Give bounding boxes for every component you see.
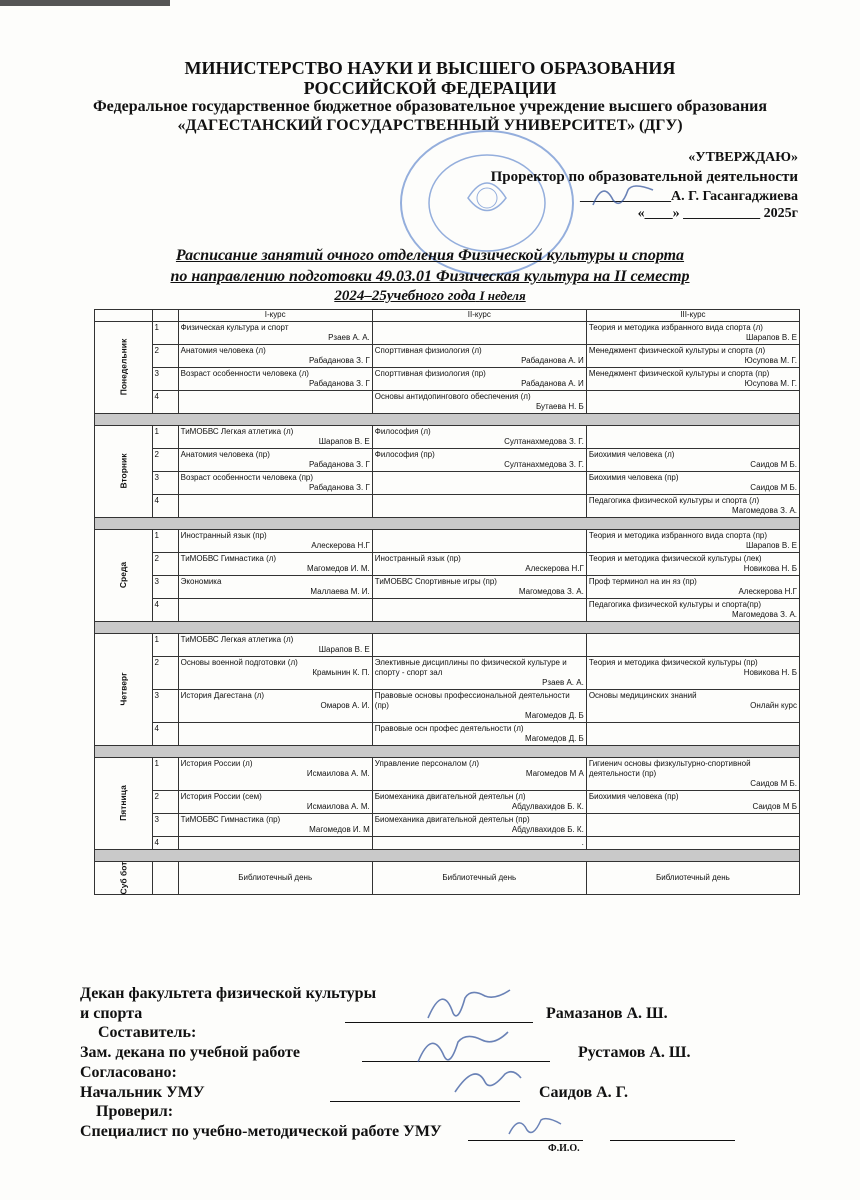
teacher: . — [581, 838, 584, 847]
schedule-cell — [178, 368, 372, 391]
table-row — [95, 758, 800, 791]
schedule-cell — [372, 449, 586, 472]
teacher: Юсупова М. Г. — [744, 356, 797, 365]
schedule-cell — [372, 723, 586, 746]
week-label: I неделя — [479, 288, 526, 303]
deputy-dean-name: Рустамов А. Ш. — [578, 1044, 691, 1061]
subject: ТиМОБВС Гимнастика (л) — [180, 554, 277, 563]
schedule-cell — [586, 814, 799, 837]
subject: Философия (пр) — [374, 450, 435, 459]
specialist-signature — [505, 1112, 565, 1142]
schedule-cell — [586, 791, 799, 814]
table-row — [95, 791, 800, 814]
schedule-cell — [178, 449, 372, 472]
table-row — [95, 814, 800, 837]
schedule-cell — [372, 634, 586, 657]
table-row — [95, 599, 800, 622]
day-label: Среда — [95, 530, 153, 622]
column-header: III-курс — [586, 310, 799, 322]
ministry-line-1: МИНИСТЕРСТВО НАУКИ И ВЫСШЕГО ОБРАЗОВАНИЯ — [184, 58, 676, 78]
subject: Возраст особенности человека (пр) — [180, 473, 314, 482]
day-label: Вторник — [95, 426, 153, 518]
subject: Основы антидопингового обеспечения (л) — [374, 392, 531, 401]
teacher: Онлайн курс — [750, 701, 797, 710]
dean-signature — [420, 988, 515, 1028]
teacher: Саидов М Б. — [750, 483, 797, 492]
subject: Менеджмент физической культуры и спорта (пр) — [588, 369, 770, 378]
teacher: Рабаданова З. Г — [308, 483, 370, 492]
teacher: Шарапов В. Е — [745, 333, 797, 342]
table-row — [95, 723, 800, 746]
teacher: Новикова Н. Б — [743, 564, 797, 573]
schedule-cell — [372, 599, 586, 622]
table-row — [95, 426, 800, 449]
specialist-name-line — [610, 1123, 735, 1141]
schedule-cell — [178, 322, 372, 345]
approver-signature — [588, 180, 658, 210]
teacher: Рзаев А. А. — [542, 678, 584, 687]
university-name: «ДАГЕСТАНСКИЙ ГОСУДАРСТВЕННЫЙ УНИВЕРСИТЕТ» (ДГУ) — [177, 117, 683, 134]
column-header: II-курс — [372, 310, 586, 322]
schedule-cell — [178, 576, 372, 599]
table-row — [95, 553, 800, 576]
academic-year: 2024–25учебного года — [334, 288, 476, 304]
subject: Правовые основы профессиональной деятельности (пр) — [374, 691, 570, 710]
day-separator — [95, 518, 800, 530]
subject: Биомеханика двигательной деятельн (л) — [374, 792, 526, 801]
schedule-cell — [586, 449, 799, 472]
table-row — [95, 657, 800, 690]
teacher: Крамынин К. П. — [312, 668, 370, 677]
schedule-cell — [586, 368, 799, 391]
ministry-line-2: РОССИЙСКОЙ ФЕДЕРАЦИИ — [303, 78, 557, 98]
pair-number: 4 — [152, 837, 178, 850]
teacher: Шарапов В. Е — [318, 645, 370, 654]
teacher: Рабаданова А. И — [521, 356, 584, 365]
subject: Менеджмент физической культуры и спорта (л) — [588, 346, 766, 355]
scan-edge-mark — [0, 0, 170, 6]
teacher: Исмаилова А. М. — [306, 802, 370, 811]
subject: Основы военной подготовки (л) — [180, 658, 298, 667]
day-label: Понедельник — [95, 322, 153, 414]
subject: История России (л) — [180, 759, 253, 768]
teacher: Магомедова З. А. — [518, 587, 584, 596]
pair-number: 3 — [152, 472, 178, 495]
agreed-label: Согласовано: — [80, 1064, 177, 1081]
schedule-cell — [178, 553, 372, 576]
schedule-cell — [586, 322, 799, 345]
table-row — [95, 690, 800, 723]
pair-number: 4 — [152, 723, 178, 746]
schedule-title: Расписание занятий очного отделения Физической культуры и спорта — [175, 247, 685, 264]
teacher: Рабаданова З. Г — [308, 379, 370, 388]
table-row — [95, 345, 800, 368]
pair-number: 1 — [152, 758, 178, 791]
schedule-cell — [586, 530, 799, 553]
compiler-label: Составитель: — [98, 1024, 197, 1041]
table-row — [95, 322, 800, 345]
schedule-cell — [178, 814, 372, 837]
subject: Педагогика физической культуры и спорта (л) — [588, 496, 760, 505]
subject: ТиМОБВС Легкая атлетика (л) — [180, 427, 294, 436]
schedule-cell — [586, 690, 799, 723]
schedule-cell — [178, 530, 372, 553]
teacher: Новикова Н. Б — [743, 668, 797, 677]
subject: Элективные дисциплины по физической культуре и спорту - спорт зал — [374, 658, 567, 677]
umu-head-signature — [450, 1062, 525, 1102]
teacher: Саидов М Б. — [750, 460, 797, 469]
teacher: Султанахмедова З. Г. — [504, 437, 584, 446]
schedule-cell — [372, 553, 586, 576]
day-separator — [95, 850, 800, 862]
schedule-cell — [178, 723, 372, 746]
pair-number: 4 — [152, 599, 178, 622]
schedule-cell — [586, 472, 799, 495]
schedule-cell — [178, 690, 372, 723]
pair-number: 2 — [152, 449, 178, 472]
schedule-cell — [178, 657, 372, 690]
fio-caption: Ф.И.О. — [548, 1143, 580, 1154]
day-label: Суб бот — [95, 862, 153, 895]
teacher: Алескерова Н.Г — [738, 587, 797, 596]
table-row — [95, 368, 800, 391]
subject: Теория и методика физической культуры (лек) — [588, 554, 762, 563]
table-row — [95, 530, 800, 553]
teacher: Абдулвахидов Б. К. — [511, 825, 584, 834]
table-header-row — [95, 310, 800, 322]
subject: Биомеханика двигательной деятельн (пр) — [374, 815, 530, 824]
subject: Теория и методика избранного вида спорта (л) — [588, 323, 763, 332]
subject: Экономика — [180, 577, 222, 586]
schedule-cell — [372, 495, 586, 518]
teacher: Абдулвахидов Б. К. — [511, 802, 584, 811]
teacher: Рзаев А. А. — [328, 333, 370, 342]
day-separator — [95, 746, 800, 758]
teacher: Магомедов И. М. — [306, 564, 370, 573]
pair-number: 2 — [152, 657, 178, 690]
teacher: Бутаева Н. Б — [535, 402, 584, 411]
pair-number: 2 — [152, 553, 178, 576]
schedule-cell — [178, 837, 372, 850]
library-day: Библиотечный день — [372, 862, 586, 895]
pair-number: 3 — [152, 814, 178, 837]
subject: Биохимия человека (пр) — [588, 792, 679, 801]
schedule-direction: по направлению подготовки 49.03.01 Физическая культура на II семестр — [170, 268, 690, 285]
subject: Анатомия человека (л) — [180, 346, 266, 355]
pair-number: 1 — [152, 322, 178, 345]
schedule-cell — [372, 368, 586, 391]
pair-number: 4 — [152, 495, 178, 518]
day-separator — [95, 622, 800, 634]
subject: История России (сем) — [180, 792, 262, 801]
schedule-cell — [586, 553, 799, 576]
subject: Основы медицинских знаний — [588, 691, 697, 700]
subject: ТиМОБВС Легкая атлетика (л) — [180, 635, 294, 644]
institution-type: Федеральное государственное бюджетное образовательное учреждение высшего образования — [92, 98, 768, 115]
schedule-cell — [372, 814, 586, 837]
subject: История Дагестана (л) — [180, 691, 265, 700]
column-header: I-курс — [178, 310, 372, 322]
schedule-cell — [586, 723, 799, 746]
specialist-title: Специалист по учебно-методической работе УМУ — [80, 1123, 442, 1140]
subject: Спорттивная физиология (пр) — [374, 369, 486, 378]
schedule-cell — [178, 634, 372, 657]
schedule-cell — [586, 634, 799, 657]
schedule-cell — [586, 345, 799, 368]
schedule-cell — [178, 758, 372, 791]
schedule-cell — [372, 322, 586, 345]
schedule-cell — [586, 426, 799, 449]
dean-title-line2: и спорта — [80, 1005, 143, 1022]
subject: Анатомия человека (пр) — [180, 450, 270, 459]
schedule-cell — [372, 472, 586, 495]
table-row — [95, 576, 800, 599]
dean-name: Рамазанов А. Ш. — [546, 1005, 668, 1022]
schedule-cell — [372, 758, 586, 791]
table-row — [95, 391, 800, 414]
dean-title-line1: Декан факультета физической культуры — [80, 985, 377, 1002]
schedule-table — [94, 309, 800, 895]
teacher: Магомедов Д. Б — [524, 734, 584, 743]
library-day: Библиотечный день — [586, 862, 799, 895]
schedule-cell — [178, 791, 372, 814]
library-day: Библиотечный день — [178, 862, 372, 895]
table-row — [95, 634, 800, 657]
schedule-cell — [586, 599, 799, 622]
schedule-cell — [372, 657, 586, 690]
schedule-cell — [372, 391, 586, 414]
subject: Теория и методика избранного вида спорта (пр) — [588, 531, 768, 540]
schedule-cell — [372, 690, 586, 723]
teacher: Магомедов Д. Б — [524, 711, 584, 720]
saturday-row — [95, 862, 800, 895]
pair-number: 1 — [152, 530, 178, 553]
schedule-cell — [178, 495, 372, 518]
teacher: Саидов М Б. — [750, 779, 797, 788]
schedule-cell — [372, 530, 586, 553]
subject: Возраст особенности человека (л) — [180, 369, 309, 378]
teacher: Шарапов В. Е — [745, 541, 797, 550]
approve-label: «УТВЕРЖДАЮ» — [688, 150, 798, 165]
deputy-dean-title: Зам. декана по учебной работе — [80, 1044, 300, 1061]
table-row — [95, 495, 800, 518]
schedule-cell — [178, 391, 372, 414]
subject: Педагогика физической культуры и спорта(пр) — [588, 600, 762, 609]
schedule-cell — [586, 657, 799, 690]
pair-number: 2 — [152, 791, 178, 814]
schedule-cell — [178, 599, 372, 622]
pair-number: 1 — [152, 634, 178, 657]
subject: Физическая культура и спорт — [180, 323, 289, 332]
subject: Философия (л) — [374, 427, 431, 436]
schedule-cell — [372, 791, 586, 814]
schedule-year — [0, 288, 860, 305]
teacher: Маллаева М. И. — [310, 587, 370, 596]
table-row — [95, 837, 800, 850]
teacher: Магомедова З. А. — [732, 610, 797, 619]
teacher: Исмаилова А. М. — [306, 769, 370, 778]
teacher: Магомедова З. А. — [732, 506, 797, 515]
teacher: Алескерова Н.Г — [525, 564, 584, 573]
checked-label: Проверил: — [96, 1103, 174, 1120]
teacher: Омаров А. И. — [320, 701, 370, 710]
subject: Биохимия человека (пр) — [588, 473, 679, 482]
teacher: Магомедов И. М — [309, 825, 370, 834]
teacher: Магомедов М А — [525, 769, 584, 778]
subject: Иностранный язык (пр) — [374, 554, 461, 563]
pair-number: 1 — [152, 426, 178, 449]
schedule-cell — [372, 426, 586, 449]
day-label: Четверг — [95, 634, 153, 746]
table-row — [95, 472, 800, 495]
teacher: Рабаданова А. И — [521, 379, 584, 388]
teacher: Саидов М Б — [752, 802, 797, 811]
schedule-cell — [586, 391, 799, 414]
teacher: Рабаданова З. Г — [308, 356, 370, 365]
subject: Биохимия человека (л) — [588, 450, 675, 459]
subject: Проф терминол на ин яз (пр) — [588, 577, 697, 586]
subject: Управление персоналом (л) — [374, 759, 480, 768]
schedule-cell — [372, 576, 586, 599]
approval-date: «____» ___________ 2025г — [637, 206, 798, 221]
pair-number: 2 — [152, 345, 178, 368]
pair-number: 4 — [152, 391, 178, 414]
umu-head-title: Начальник УМУ — [80, 1084, 205, 1101]
schedule-cell — [178, 426, 372, 449]
day-separator — [95, 414, 800, 426]
day-label: Пятница — [95, 758, 153, 850]
approver-name: _____________А. Г. Гасангаджиева — [580, 189, 798, 204]
teacher: Юсупова М. Г. — [744, 379, 797, 388]
approver-position: Проректор по образовательной деятельности — [490, 169, 798, 185]
umu-head-name: Саидов А. Г. — [539, 1084, 629, 1101]
table-row — [95, 449, 800, 472]
schedule-cell — [178, 472, 372, 495]
pair-number: 3 — [152, 368, 178, 391]
subject: Правовые осн профес деятельности (л) — [374, 724, 524, 733]
subject: Иностранный язык (пр) — [180, 531, 267, 540]
teacher: Рабаданова З. Г — [308, 460, 370, 469]
pair-number: 3 — [152, 690, 178, 723]
subject: Гигиенич основы физкультурно-спортивной деятельности (пр) — [588, 759, 751, 778]
subject: Спорттивная физиология (л) — [374, 346, 482, 355]
teacher: Шарапов В. Е — [318, 437, 370, 446]
schedule-cell — [178, 345, 372, 368]
schedule-cell — [586, 576, 799, 599]
subject: ТиМОБВС Гимнастика (пр) — [180, 815, 281, 824]
subject: ТиМОБВС Спортивные игры (пр) — [374, 577, 497, 586]
schedule-cell — [586, 495, 799, 518]
schedule-cell — [586, 758, 799, 791]
schedule-cell — [372, 345, 586, 368]
teacher: Султанахмедова З. Г. — [504, 460, 584, 469]
schedule-cell — [372, 837, 586, 850]
pair-number: 3 — [152, 576, 178, 599]
teacher: Алескерова Н.Г — [311, 541, 370, 550]
schedule-cell — [586, 837, 799, 850]
subject: Теория и методика физической культуры (пр) — [588, 658, 758, 667]
